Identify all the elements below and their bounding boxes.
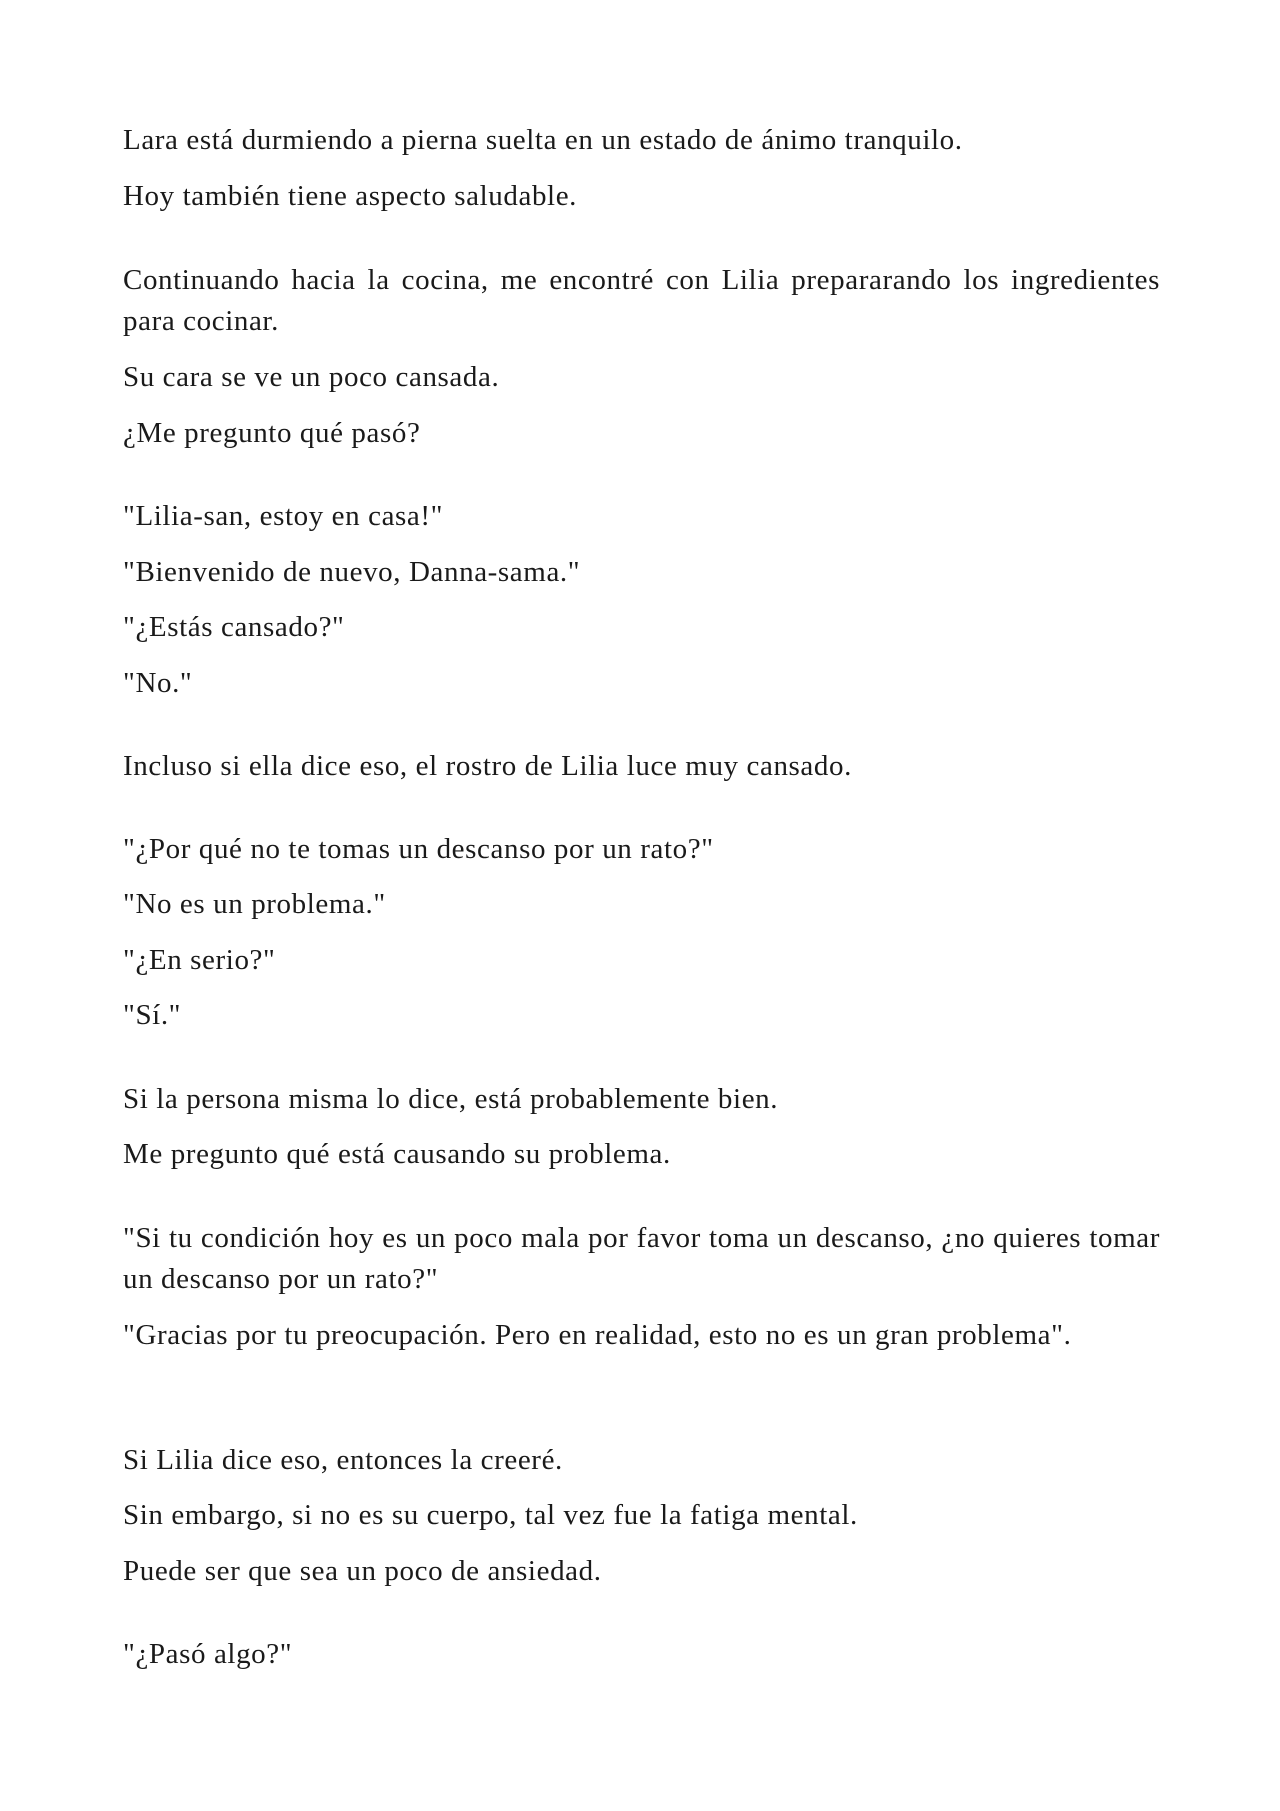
dialogue-line: "Gracias por tu preocupación. Pero en realidad, esto no es un gran problema". bbox=[123, 1319, 1072, 1351]
paragraph: Puede ser que sea un poco de ansiedad. bbox=[123, 1555, 602, 1587]
paragraph: Lara está durmiendo a pierna suelta en un estado de ánimo tranquilo. bbox=[123, 124, 963, 156]
paragraph: Si la persona misma lo dice, está probablemente bien. bbox=[123, 1083, 779, 1115]
dialogue-line: "Si tu condición hoy es un poco mala por favor toma un descanso, ¿no quieres tomar un descanso por un rato?" bbox=[123, 1222, 1160, 1295]
paragraph: Incluso si ella dice eso, el rostro de Lilia luce muy cansado. bbox=[123, 750, 852, 782]
dialogue-line: "No es un problema." bbox=[123, 888, 386, 920]
dialogue-line: "¿Pasó algo?" bbox=[123, 1638, 293, 1670]
dialogue-line: "Bienvenido de nuevo, Danna-sama." bbox=[123, 556, 581, 588]
paragraph: Su cara se ve un poco cansada. bbox=[123, 361, 500, 393]
paragraph: Me pregunto qué está causando su problema. bbox=[123, 1138, 671, 1170]
paragraph: Si Lilia dice eso, entonces la creeré. bbox=[123, 1444, 563, 1476]
dialogue-line: "¿Estás cansado?" bbox=[123, 611, 345, 643]
dialogue-line: "Sí." bbox=[123, 999, 182, 1031]
dialogue-line: "¿En serio?" bbox=[123, 944, 276, 976]
dialogue-line: "Lilia-san, estoy en casa!" bbox=[123, 500, 444, 532]
dialogue-line: "¿Por qué no te tomas un descanso por un rato?" bbox=[123, 833, 714, 865]
paragraph: ¿Me pregunto qué pasó? bbox=[123, 417, 421, 449]
dialogue-line: "No." bbox=[123, 667, 193, 699]
paragraph: Sin embargo, si no es su cuerpo, tal vez fue la fatiga mental. bbox=[123, 1499, 858, 1531]
paragraph: Hoy también tiene aspecto saludable. bbox=[123, 180, 578, 212]
paragraph: Continuando hacia la cocina, me encontré con Lilia prepararando los ingredientes para cocinar. bbox=[123, 264, 1160, 337]
